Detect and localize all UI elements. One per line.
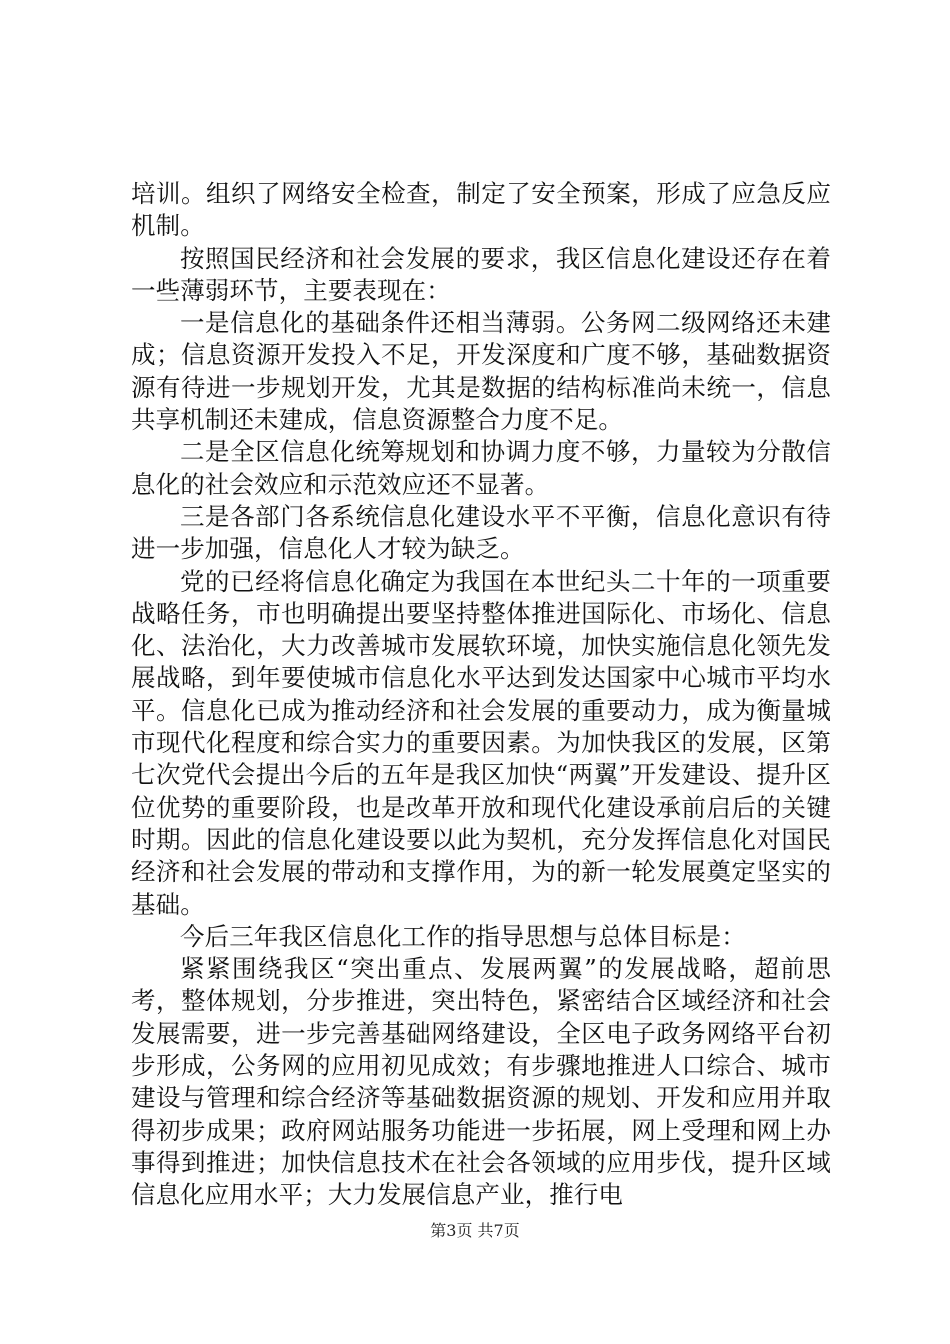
paragraph-7: 今后三年我区信息化工作的指导思想与总体目标是： [180,921,746,951]
paragraph-5: 三是各部门各系统信息化建设水平不平衡，信息化意识有待进一步加强，信息化人才较为缺乏。 [131,501,831,564]
paragraph-4: 二是全区信息化统筹规划和协调力度不够，力量较为分散信息化的社会效应和示范效应还不显著。 [131,437,831,499]
paragraph-2: 按照国民经济和社会发展的要求，我区信息化建设还存在着一些薄弱环节，主要表现在： [131,243,831,305]
document-body [131,178,831,1212]
paragraph-8: 紧紧围绕我区“突出重点、发展两翼”的发展战略，超前思考，整体规划，分步推进，突出特色，紧密结合区域经济和社会发展需要，进一步完善基础网络建设，全区电子政务网络平台初步形成，公务网的应用初见成效；有步骤地推进人口综合、城市建设与管理和综合经济等基础数据资源的规划、开发和应用并取得初步成果；政府网站服务功能进一步拓展，网上受理和网上办事得到推进；加快信息技术在社会各领域的应用步伐，提升区域信息化应用水平；大力发展信息产业，推行电 [131,954,831,1210]
paragraph-1: 培训。组织了网络安全检查，制定了安全预案，形成了应急反应机制。 [131,179,831,241]
paragraph-6: 党的已经将信息化确定为我国在本世纪头二十年的一项重要战略任务，市也明确提出要坚持整体推进国际化、市场化、信息化、法治化，大力改善城市发展软环境，加快实施信息化领先发展战略，到年要使城市信息化水平达到发达国家中心城市平均水平。信息化已成为推动经济和社会发展的重要动力，成为衡量城市现代化程度和综合实力的重要因素。为加快我区的发展，区第七次党代会提出今后的五年是我区加快“两翼”开发建设、提升区位优势的重要阶段，也是改革开放和现代化建设承前启后的关键时期。因此的信息化建设要以此为契机，充分发挥信息化对国民经济和社会发展的带动和支撑作用，为的新一轮发展奠定坚实的基础。 [131,566,831,919]
paragraph-3: 一是信息化的基础条件还相当薄弱。公务网二级网络还未建成；信息资源开发投入不足，开发深度和广度不够，基础数据资源有待进一步规划开发，尤其是数据的结构标准尚未统一，信息共享机制还未建成，信息资源整合力度不足。 [131,308,831,435]
page-number-footer: 第3页 共7页 [430,1221,520,1240]
